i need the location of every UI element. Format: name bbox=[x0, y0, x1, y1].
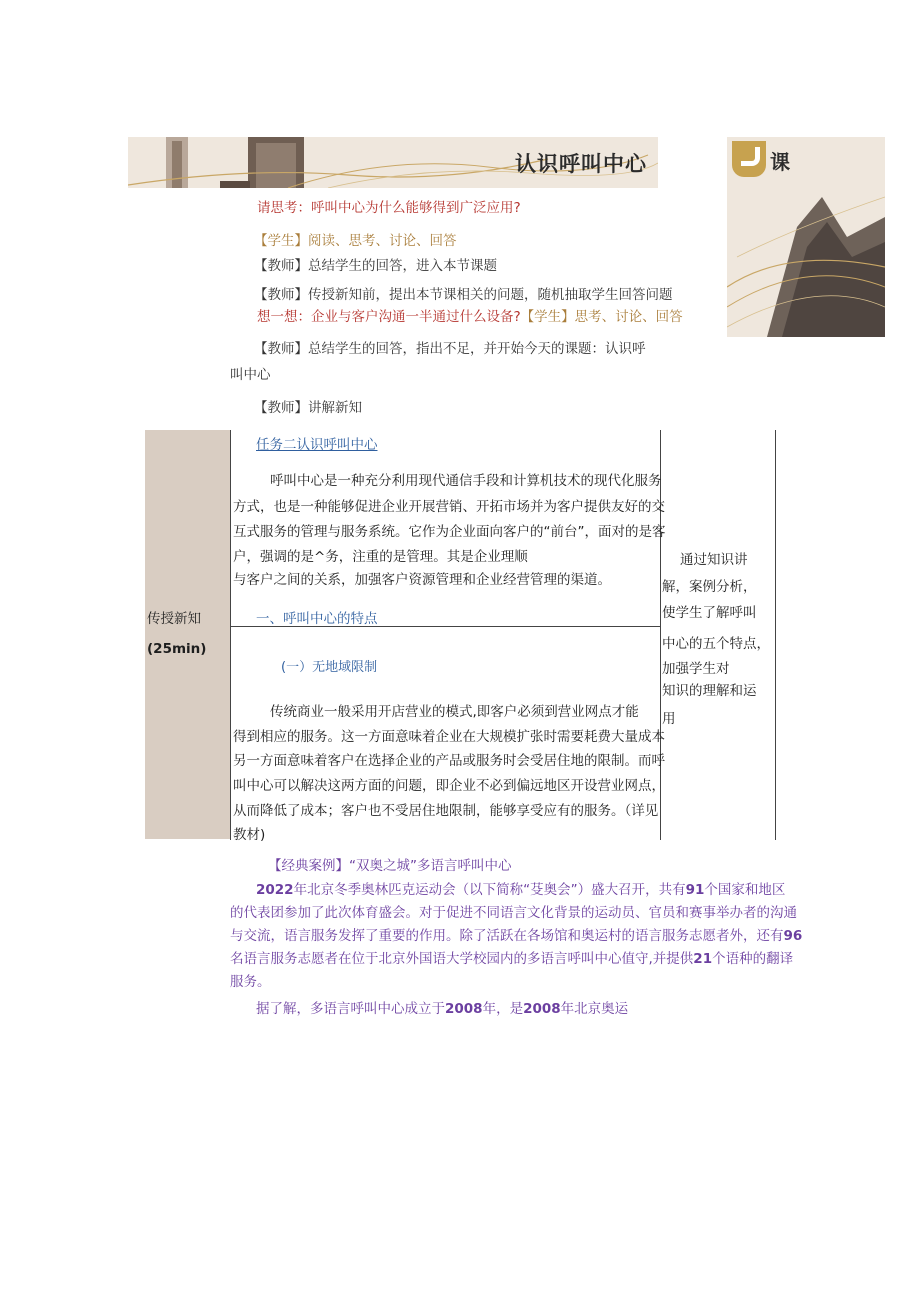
objective-line2: 解，案例分析， bbox=[662, 579, 757, 595]
para2-line6: 教材) bbox=[233, 827, 266, 843]
case-year-2022: 2022 bbox=[256, 882, 294, 898]
lesson-badge-icon bbox=[741, 147, 760, 166]
table-divider-right bbox=[775, 430, 776, 840]
objective-line7: 用 bbox=[662, 711, 676, 727]
teacher-topic-line-b: 叫中心 bbox=[230, 367, 271, 383]
teacher-summary-line: 【教师】总结学生的回答，进入本节课题 bbox=[254, 258, 497, 274]
para1-line3: 互式服务的管理与服务系统。它作为企业面向客户的“前台”，面对的是客 bbox=[233, 524, 666, 540]
objective-line3: 使学生了解呼叫 bbox=[662, 605, 757, 621]
think-again-student: 【学生】思考、讨论、回答 bbox=[520, 309, 683, 325]
objective-line4: 中心的五个特点， bbox=[662, 636, 770, 652]
objective-line6: 知识的理解和运 bbox=[662, 683, 757, 699]
case-para1-line1: 2022年北京冬季奥林匹克运动会（以下简称“芟奥会”）盛大召开，共有91个国家和地区 bbox=[256, 882, 786, 898]
think-again-question: 想一想：企业与客户沟通一半通过什么设备? bbox=[257, 309, 521, 325]
objective-line5: 加强学生对 bbox=[662, 661, 730, 677]
think-again-line bbox=[257, 305, 683, 325]
para1-line1: 呼叫中心是一种充分利用现代通信手段和计算机技术的现代化服务 bbox=[270, 473, 662, 489]
case-para1-line2: 的代表团参加了此次体育盛会。对于促进不同语言文化背景的运动员、官员和赛事举办者的沟通 bbox=[230, 905, 797, 921]
case-para1-line3: 与交流，语言服务发挥了重要的作用。除了活跃在各场馆和奥运村的语言服务志愿者外，还有96 bbox=[230, 928, 803, 944]
subsection-heading: (一）无地域限制 bbox=[281, 660, 378, 675]
case-para1-line5: 服务。 bbox=[230, 974, 271, 990]
task-title: 任务二认识呼叫中心 bbox=[256, 437, 378, 453]
para1-line4: 户，强调的是^务，注重的是管理。其是企业理顺 bbox=[233, 549, 528, 565]
para2-line5: 从而降低了成本；客户也不受居住地限制，能够享受应有的服务。（详见 bbox=[233, 803, 659, 819]
case-count-91: 91 bbox=[685, 882, 705, 898]
section-heading: 一、呼叫中心的特点 bbox=[256, 611, 378, 627]
student-activity-line: 【学生】阅读、思考、讨论、回答 bbox=[254, 233, 457, 249]
case-title: 【经典案例】“双奥之城”多语言呼叫中心 bbox=[268, 858, 512, 874]
case-count-96: 96 bbox=[783, 928, 803, 944]
para1-line5: 与客户之间的关系，加强客户资源管理和企业经营管理的渠道。 bbox=[233, 572, 611, 588]
teacher-topic-line-a: 【教师】总结学生的回答，指出不足，并开始今天的课题：认识呼 bbox=[254, 341, 646, 357]
think-question: 请思考：呼叫中心为什么能够得到广泛应用? bbox=[257, 200, 521, 216]
table-left-cell bbox=[145, 430, 230, 839]
table-left-label: 传授新知 bbox=[147, 611, 201, 627]
para1-line2: 方式，也是一种能够促进企业开展营销、开拓市场并为客户提供友好的交 bbox=[233, 499, 665, 515]
case-count-21: 21 bbox=[693, 951, 713, 967]
table-left-time: (25min) bbox=[147, 641, 207, 657]
case-para1-line4: 名语言服务志愿者在位于北京外国语大学校园内的多语言呼叫中心值守,并提供21个语种的翻译 bbox=[230, 951, 794, 967]
para2-line3: 另一方面意味着客户在选择企业的产品或服务时会受居住地的限制。而呼 bbox=[233, 753, 665, 769]
table-divider-left bbox=[230, 430, 231, 840]
para2-line2: 得到相应的服务。这一方面意味着企业在大规模扩张时需要耗费大量成本 bbox=[233, 729, 665, 745]
para2-line4: 叫中心可以解决这两方面的问题，即企业不必到偏远地区开设营业网点， bbox=[233, 778, 665, 794]
banner-title: 认识呼叫中心 bbox=[515, 152, 647, 176]
objective-line1: 通过知识讲 bbox=[680, 552, 748, 568]
para2-line1: 传统商业一般采用开店营业的模式,即客户必须到营业网点才能 bbox=[270, 704, 639, 720]
lesson-badge-label: 课 bbox=[770, 150, 790, 174]
case-para2: 据了解，多语言呼叫中心成立于2008年，是2008年北京奥运 bbox=[256, 1001, 629, 1017]
teacher-question-line: 【教师】传授新知前，提出本节课相关的问题，随机抽取学生回答问题 bbox=[254, 287, 673, 303]
teacher-explain-line: 【教师】讲解新知 bbox=[254, 400, 362, 416]
